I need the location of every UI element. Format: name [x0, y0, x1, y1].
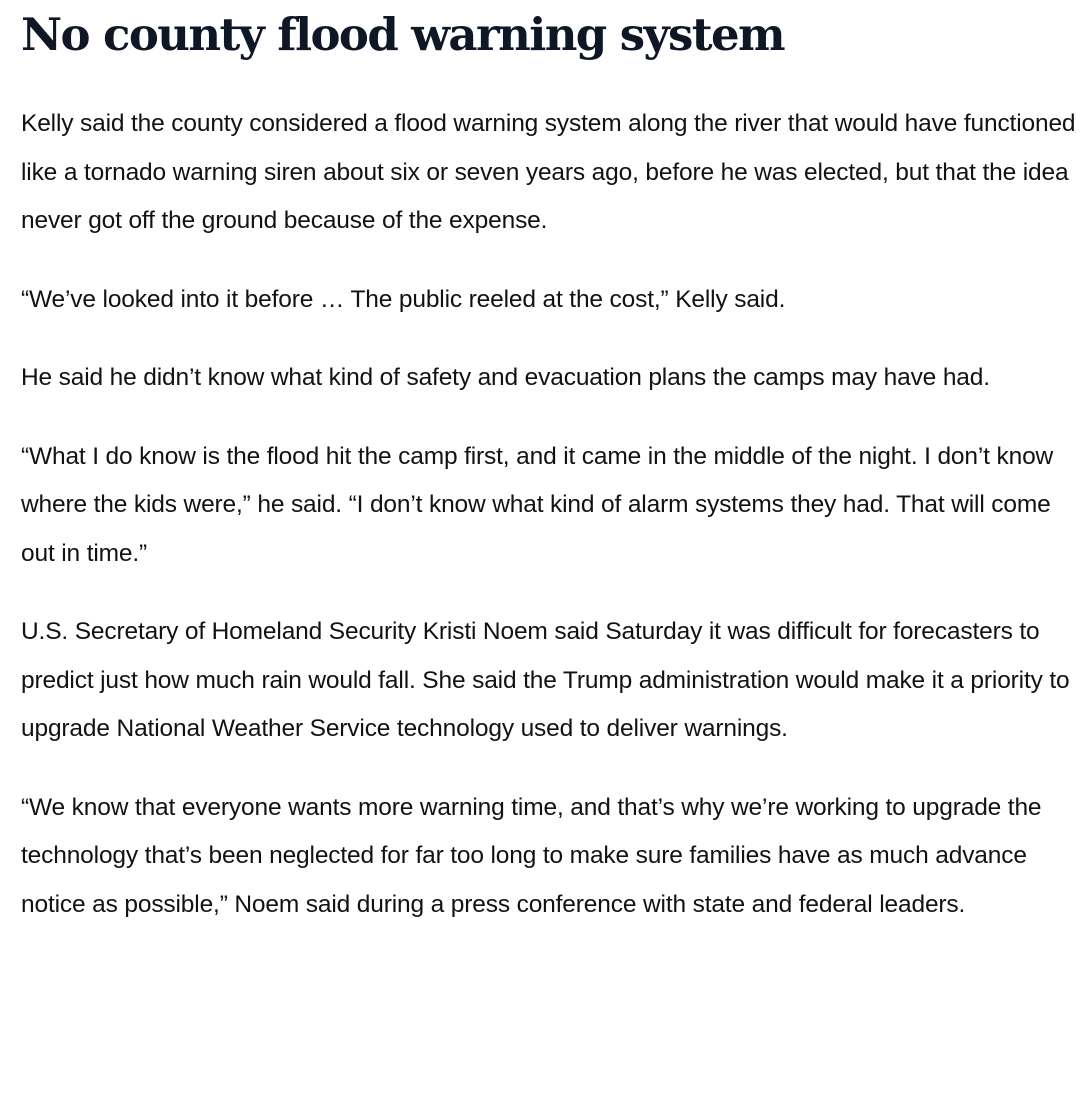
paragraph-noem-statement: U.S. Secretary of Homeland Security Kristi Noem said Saturday it was difficult for forecasters to predict just how much rain would fall. She said the Trump administration would make it a priority to upgrade National Weather Service technology used to deliver warnings. [21, 618, 1070, 742]
paragraph-noem-quote: “We know that everyone wants more warning time, and that’s why we’re working to upgrade the technology that’s been neglected for far too long to make sure families have as much advance notice as possible,” Noem said during a press conference with state and federal leaders. [21, 793, 1042, 918]
article-body [21, 0, 1083, 929]
paragraph-county-considered-system: Kelly said the county considered a flood warning system along the river that would have functioned like a tornado warning siren about six or seven years ago, before he was elected, but that the idea never got off the ground because of the expense. [21, 110, 1076, 234]
section-heading: No county flood warning system [21, 8, 784, 61]
paragraph-kelly-quote-night: “What I do know is the flood hit the camp first, and it came in the middle of the night. I don’t know where the kids were,” he said. “I don’t know what kind of alarm systems they had. That will come out in time.” [21, 442, 1054, 567]
paragraph-kelly-quote-cost: “We’ve looked into it before … The public reeled at the cost,” Kelly said. [21, 285, 786, 313]
paragraph-evacuation-plans: He said he didn’t know what kind of safety and evacuation plans the camps may have had. [21, 364, 990, 391]
